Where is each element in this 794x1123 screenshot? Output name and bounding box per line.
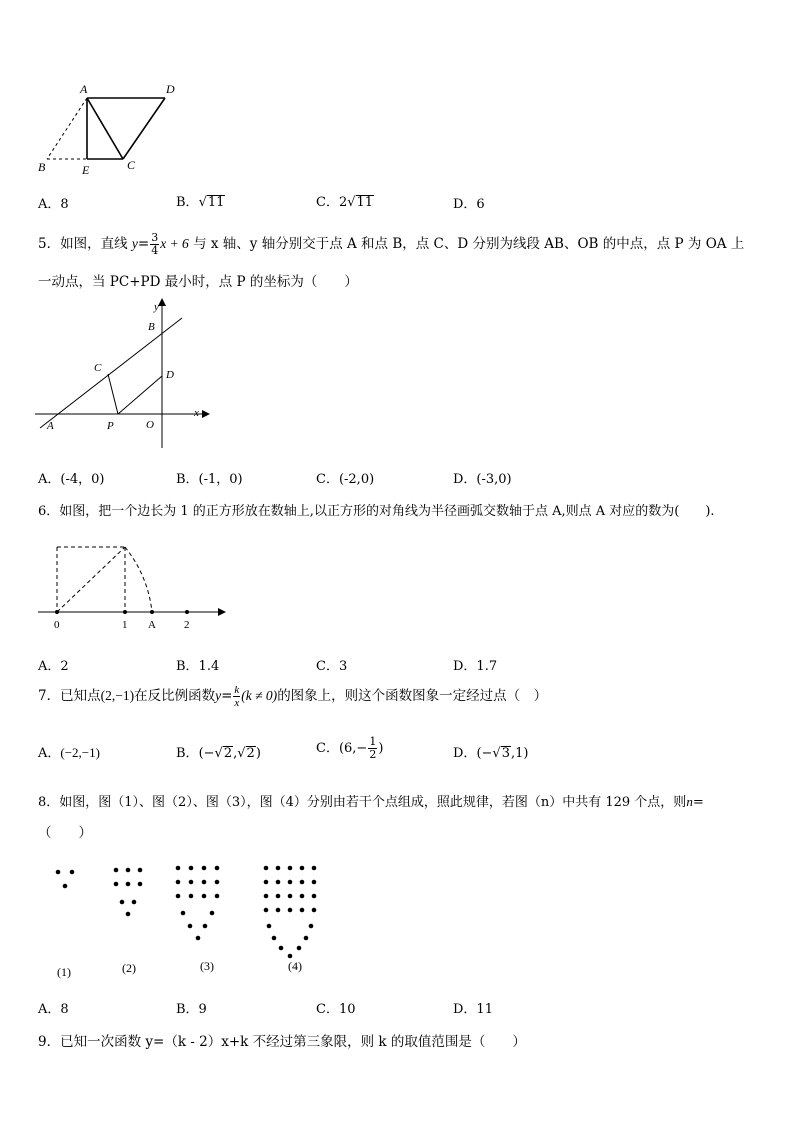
point-D-label: D	[166, 369, 174, 381]
line-figure	[30, 296, 210, 454]
caption-2: (2)	[122, 961, 136, 975]
q8-option-c: C．10	[316, 1002, 356, 1017]
tick-0-label: 0	[54, 619, 60, 631]
origin-label: O	[146, 419, 154, 431]
pattern-1	[56, 870, 75, 889]
q4-option-b: B．√11	[176, 195, 225, 210]
axis-y-label: y	[154, 301, 159, 313]
caption-4: (4)	[288, 959, 302, 973]
label-C: C	[127, 158, 136, 172]
label-D: D	[166, 82, 175, 96]
q8-option-b: B．9	[176, 1002, 207, 1017]
q7-option-d: D．(−√3,1)	[453, 746, 529, 761]
q7-option-b: B．(−√2,√2)	[176, 746, 261, 761]
axis-x-label: x	[194, 407, 199, 419]
tick-2-label: 2	[184, 619, 190, 631]
pattern-2	[114, 868, 143, 917]
q4-option-a: A．8	[38, 197, 69, 212]
q7-option-a: A．(−2,−1)	[38, 745, 100, 761]
point-B-label: B	[148, 321, 155, 333]
q6-option-d: D．1.7	[453, 659, 498, 674]
q4-option-c: C．2√11	[316, 195, 374, 210]
rhombus-figure	[30, 78, 190, 178]
q9-stem: 9．已知一次函数 y=（k - 2）x+k 不经过第三象限，则 k 的取值范围是（ ）	[38, 1034, 526, 1050]
point-C-label: C	[94, 362, 102, 374]
point-P-label: P	[107, 420, 114, 432]
caption-1: (1)	[57, 965, 71, 979]
q7-option-c: C．(6,− $\frac{1}{2}$ )	[316, 735, 384, 761]
q6-option-a: A．2	[38, 659, 69, 674]
q6-option-c: C．3	[316, 659, 348, 674]
q5-option-a: A．(-4，0)	[38, 472, 105, 487]
q8-option-a: A．8	[38, 1002, 69, 1017]
q5-option-c: C．(-2,0)	[316, 472, 375, 487]
q6-stem: 6．如图，把一个边长为 1 的正方形放在数轴上,以正方形的对角线为半径画弧交数轴于点 A,则点 A 对应的数为( ).	[38, 504, 715, 519]
pattern-3	[176, 866, 220, 941]
number-line-figure	[30, 536, 230, 636]
q8-stem-line2: （ ）	[38, 825, 92, 841]
point-A-label: A	[148, 619, 156, 631]
pattern-4	[264, 866, 317, 959]
tick-1-label: 1	[122, 619, 128, 631]
q5-option-d: D．(-3,0)	[453, 472, 512, 487]
q5-stem: 5．如图，直线 y= $\frac{3}{4}$ x + 6 与 x 轴、y 轴分别交于点 A 和点 B，点 C、D 分别为线段 AB、OB 的中点，点 P 为 OA 上	[38, 231, 745, 257]
point-A-label: A	[47, 420, 54, 432]
q8-option-d: D．11	[453, 1002, 493, 1017]
label-E: E	[82, 163, 90, 177]
q4-option-d: D．6	[453, 197, 485, 212]
q7-stem: 7．已知点(2,−1)在反比例函数y= $\frac{k}{x}$ (k ≠ 0)的图象上，则这个函数图象一定经过点（ ）	[38, 684, 548, 709]
dot-pattern-figure	[40, 858, 340, 988]
q5-stem-line2: 一动点，当 PC+PD 最小时，点 P 的坐标为（ ）	[38, 274, 358, 290]
label-A: A	[80, 82, 88, 96]
q6-option-b: B．1.4	[176, 659, 220, 674]
q8-stem: 8．如图，图（1）、图（2）、图（3），图（4）分别由若干个点组成，照此规律，若图（n）中共有 129 个点，则n=	[38, 794, 704, 810]
caption-3: (3)	[200, 959, 214, 973]
q5-option-b: B．(-1，0)	[176, 472, 243, 487]
label-B: B	[38, 160, 46, 174]
